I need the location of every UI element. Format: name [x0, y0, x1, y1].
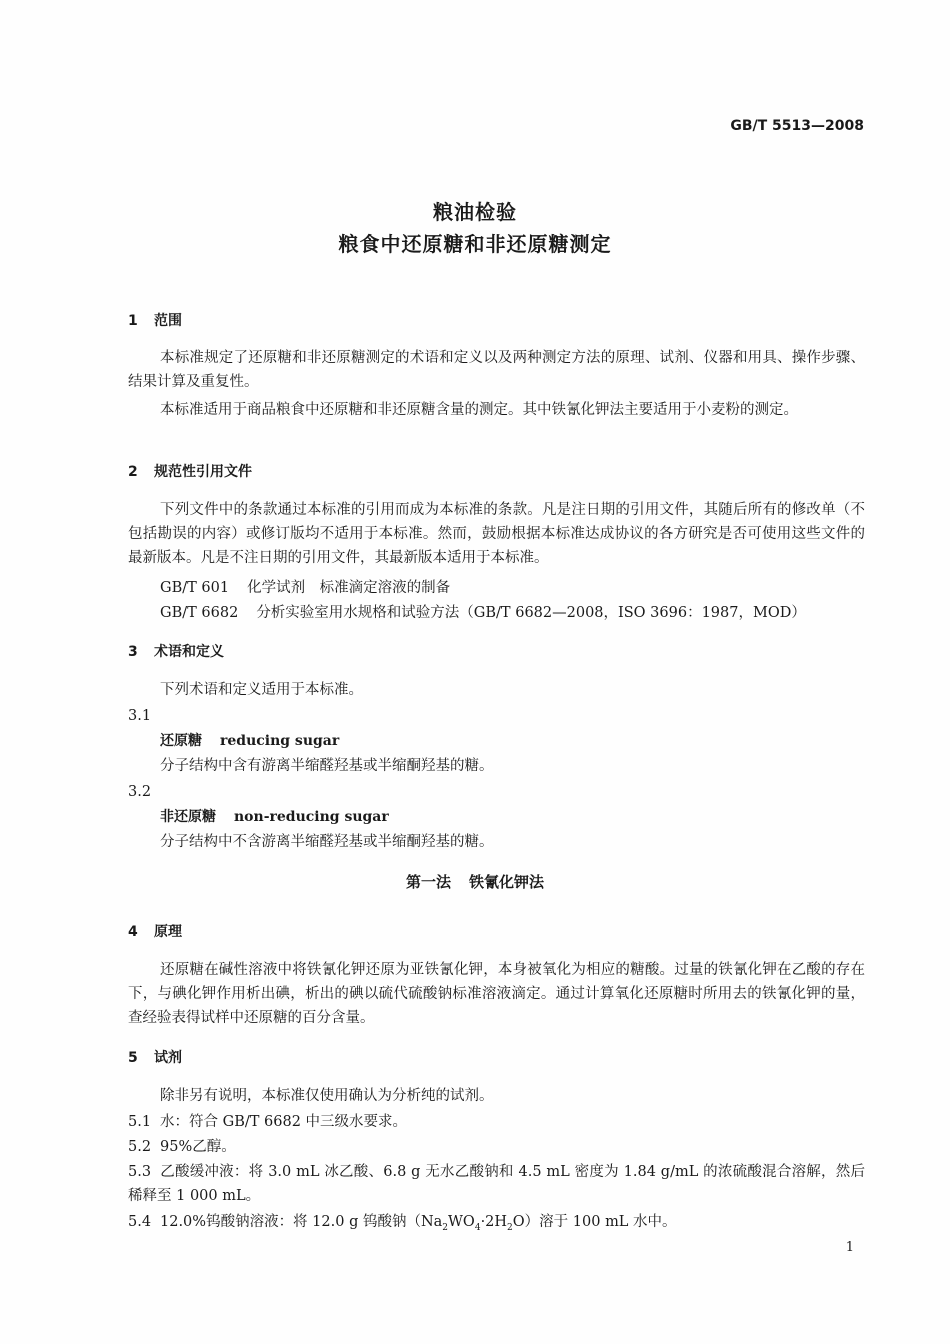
section-3-heading — [128, 640, 224, 664]
section-1-heading — [128, 309, 182, 333]
reagent-5-4 — [128, 1210, 677, 1234]
term-2 — [160, 805, 389, 829]
section-title: 规范性引用文件 — [154, 464, 252, 480]
method-heading — [0, 870, 950, 894]
section-number: 1 — [128, 313, 138, 329]
page-number: 1 — [845, 1240, 854, 1255]
reference-code: GB/T 6682 — [160, 605, 239, 621]
item-number: 5.3 — [128, 1164, 152, 1180]
item-text: 乙酸缓冲液：将 3.0 mL 冰乙酸、6.8 g 无水乙酸钠和 4.5 mL 密度为 1.84 g/mL 的浓硫酸混合溶解，然后稀释至 1 000 mL。 — [128, 1164, 865, 1204]
section-2-paragraph: 下列文件中的条款通过本标准的引用而成为本标准的条款。凡是注日期的引用文件，其随后所有的修改单（不包括勘误的内容）或修订版均不适用于本标准。然而，鼓励根据本标准达成协议的各方研究是否可使用这些文件的最新版本。凡是不注日期的引用文件，其最新版本适用于本标准。 — [128, 502, 865, 566]
term-2-definition: 分子结构中不含游离半缩醛羟基或半缩酮羟基的糖。 — [160, 834, 494, 850]
item-number: 5.1 — [128, 1114, 152, 1130]
term-1-definition: 分子结构中含有游离半缩醛羟基或半缩酮羟基的糖。 — [160, 758, 494, 774]
reference-title: 化学试剂 标准滴定溶液的制备 — [247, 580, 451, 596]
term-english: reducing sugar — [220, 733, 340, 749]
reference-2 — [160, 601, 806, 625]
title-line-1: 粮油检验 — [433, 200, 517, 224]
term-2-number: 3.2 — [128, 784, 152, 800]
item-text: 水：符合 GB/T 6682 中三级水要求。 — [160, 1114, 408, 1130]
section-number: 5 — [128, 1050, 138, 1066]
item-text: 12.0%钨酸钠溶液：将 12.0 g 钨酸钠$(Na_2WO_4\cdot 2H_2O)$溶于 100 mL 水中。 — [160, 1214, 677, 1233]
method-label: 第一法 — [405, 873, 451, 891]
section-3-intro: 下列术语和定义适用于本标准。 — [160, 682, 363, 698]
section-5-heading — [128, 1046, 182, 1070]
section-title: 术语和定义 — [154, 644, 224, 660]
section-2-heading — [128, 460, 252, 484]
standard-number: GB/T 5513—2008 — [730, 118, 864, 134]
term-1-number: 3.1 — [128, 708, 152, 724]
section-1-paragraph-1: 本标准规定了还原糖和非还原糖测定的术语和定义以及两种测定方法的原理、试剂、仪器和用具、操作步骤、结果计算及重复性。 — [128, 350, 865, 390]
section-4-paragraph: 还原糖在碱性溶液中将铁氰化钾还原为亚铁氰化钾，本身被氧化为相应的糖酸。过量的铁氰化钾在乙酸的存在下，与碘化钾作用析出碘，析出的碘以硫代硫酸钠标准溶液滴定。通过计算氧化还原糖时所用去的铁氰化钾的量，查经验表得试样中还原糖的百分含量。 — [128, 962, 865, 1026]
section-title: 试剂 — [154, 1050, 182, 1066]
reference-code: GB/T 601 — [160, 580, 230, 596]
item-number: 5.2 — [128, 1139, 152, 1155]
method-name: 铁氰化钾法 — [469, 873, 545, 891]
section-5-intro: 除非另有说明，本标准仅使用确认为分析纯的试剂。 — [160, 1088, 494, 1104]
reagent-5-2 — [128, 1135, 236, 1159]
section-number: 3 — [128, 644, 138, 660]
section-number: 4 — [128, 924, 138, 940]
reagent-5-1 — [128, 1110, 407, 1134]
section-number: 2 — [128, 464, 138, 480]
section-title: 范围 — [154, 313, 182, 329]
reagent-5-3 — [128, 1160, 865, 1208]
item-text: 95%乙醇。 — [160, 1139, 236, 1155]
section-1-paragraph-2: 本标准适用于商品粮食中还原糖和非还原糖含量的测定。其中铁氰化钾法主要适用于小麦粉的测定。 — [160, 402, 798, 418]
reference-1 — [160, 576, 450, 600]
term-english: non-reducing sugar — [234, 809, 389, 825]
term-1 — [160, 729, 339, 753]
reference-title: 分析实验室用水规格和试验方法（GB/T 6682—2008，ISO 3696：1987，MOD） — [256, 605, 806, 621]
item-number: 5.4 — [128, 1214, 152, 1230]
term-chinese: 非还原糖 — [160, 809, 216, 825]
section-4-heading — [128, 920, 182, 944]
title-line-2: 粮食中还原糖和非还原糖测定 — [338, 232, 612, 256]
term-chinese: 还原糖 — [160, 733, 202, 749]
section-title: 原理 — [154, 924, 182, 940]
